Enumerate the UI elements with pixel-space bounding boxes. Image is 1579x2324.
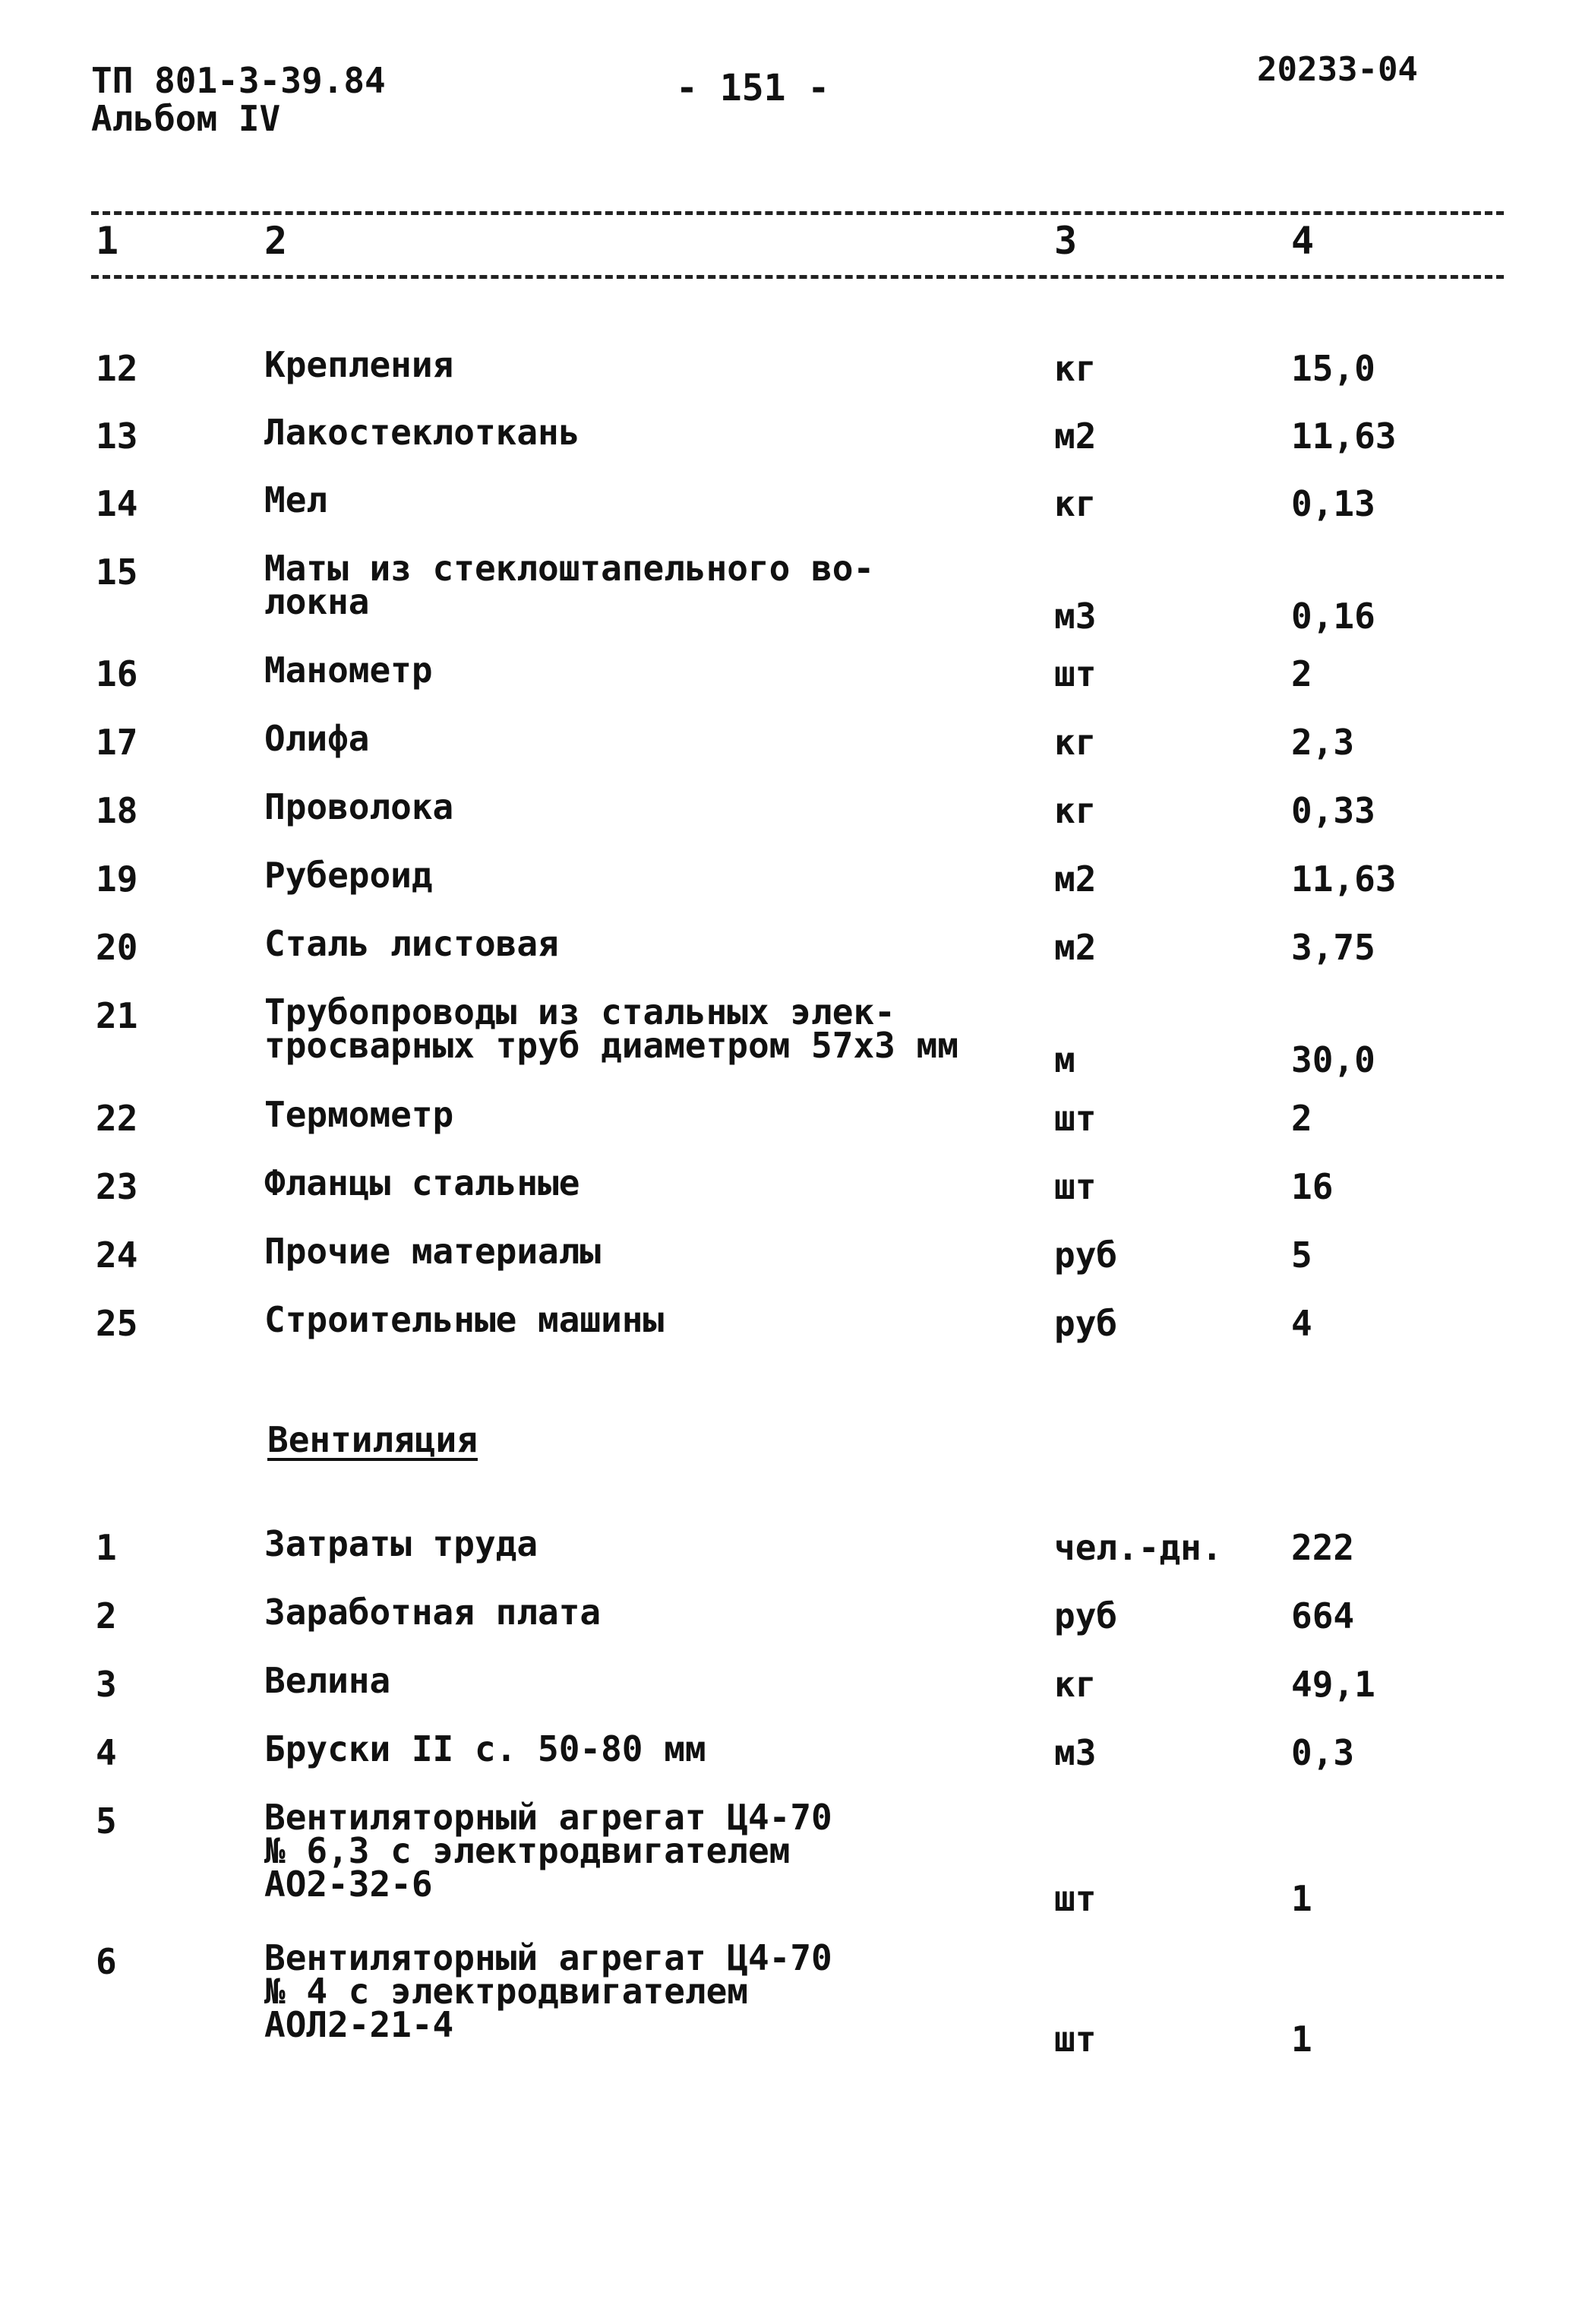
row-quantity: 222 [1291, 1527, 1355, 1568]
row-unit: м2 [1054, 858, 1097, 900]
row-name: Термометр [264, 1094, 454, 1135]
row-name: Вентиляторный агрегат Ц4-70 № 4 с электродвигателем АОЛ2-21-4 [264, 1937, 832, 2045]
row-name: Фланцы стальные [264, 1162, 580, 1203]
row-unit: руб [1054, 1595, 1118, 1636]
column-header-2: 2 [264, 219, 288, 263]
row-quantity: 4 [1291, 1303, 1312, 1344]
row-quantity: 1 [1291, 2019, 1312, 2060]
row-unit: м3 [1054, 1732, 1097, 1773]
row-unit: кг [1054, 1664, 1097, 1705]
row-unit: шт [1054, 1878, 1097, 1919]
row-number: 20 [96, 927, 138, 968]
row-name: Прочие материалы [264, 1231, 602, 1272]
row-quantity: 664 [1291, 1595, 1355, 1636]
row-unit: руб [1054, 1303, 1118, 1344]
row-number: 21 [96, 995, 138, 1036]
row-number: 5 [96, 1801, 117, 1842]
row-quantity: 16 [1291, 1166, 1334, 1207]
row-name: Затраты труда [264, 1523, 538, 1564]
row-unit: кг [1054, 722, 1097, 763]
table-header-rule [91, 275, 1504, 279]
row-name: Рубероид [264, 855, 433, 896]
row-unit: шт [1054, 1166, 1097, 1207]
row-quantity: 11,63 [1291, 416, 1397, 457]
row-quantity: 5 [1291, 1235, 1312, 1276]
row-quantity: 0,33 [1291, 790, 1375, 831]
row-number: 15 [96, 552, 138, 593]
row-name: Лакостеклоткань [264, 412, 580, 453]
row-quantity: 0,13 [1291, 483, 1375, 524]
row-name: Вентиляторный агрегат Ц4-70 № 6,3 с электродвигателем АО2-32-6 [264, 1797, 832, 1905]
album-label: Альбом IV [91, 98, 281, 139]
page-number: - 151 - [676, 67, 830, 109]
registration-number: 20233-04 [1257, 50, 1418, 89]
row-unit: чел.-дн. [1054, 1527, 1223, 1568]
row-name: Строительные машины [264, 1299, 665, 1340]
row-unit: м2 [1054, 927, 1097, 968]
row-number: 12 [96, 348, 138, 389]
row-quantity: 3,75 [1291, 927, 1375, 968]
row-unit: кг [1054, 348, 1097, 389]
row-unit: кг [1054, 483, 1097, 524]
column-header-4: 4 [1291, 219, 1315, 263]
row-unit: шт [1054, 653, 1097, 694]
row-quantity: 0,16 [1291, 596, 1375, 637]
row-unit: м2 [1054, 416, 1097, 457]
row-number: 14 [96, 483, 138, 524]
row-name: Трубопроводы из стальных элек- тросварных труб диаметром 57х3 мм [264, 991, 958, 1066]
row-name: Заработная плата [264, 1592, 602, 1633]
row-name: Маты из стеклоштапельного во- локна [264, 548, 875, 622]
document-code: ТП 801-3-39.84 [91, 60, 386, 101]
row-unit: м [1054, 1039, 1075, 1080]
row-quantity: 2,3 [1291, 722, 1355, 763]
row-name: Сталь листовая [264, 923, 559, 964]
row-number: 16 [96, 653, 138, 694]
row-number: 19 [96, 858, 138, 900]
row-number: 4 [96, 1732, 117, 1773]
row-quantity: 30,0 [1291, 1039, 1375, 1080]
row-number: 23 [96, 1166, 138, 1207]
row-unit: шт [1054, 2019, 1097, 2060]
column-header-1: 1 [96, 219, 119, 263]
row-number: 17 [96, 722, 138, 763]
row-number: 13 [96, 416, 138, 457]
row-quantity: 1 [1291, 1878, 1312, 1919]
row-unit: руб [1054, 1235, 1118, 1276]
row-number: 18 [96, 790, 138, 831]
row-number: 24 [96, 1235, 138, 1276]
row-number: 25 [96, 1303, 138, 1344]
row-unit: шт [1054, 1098, 1097, 1139]
row-quantity: 11,63 [1291, 858, 1397, 900]
row-quantity: 2 [1291, 1098, 1312, 1139]
row-name: Крепления [264, 344, 454, 385]
row-number: 22 [96, 1098, 138, 1139]
row-name: Олифа [264, 718, 370, 759]
row-number: 2 [96, 1595, 117, 1636]
table-top-rule [91, 211, 1504, 215]
row-name: Велина [264, 1660, 391, 1701]
row-number: 1 [96, 1527, 117, 1568]
row-name: Манометр [264, 650, 433, 691]
row-name: Проволока [264, 786, 454, 827]
row-name: Мел [264, 479, 328, 520]
column-header-3: 3 [1054, 219, 1078, 263]
row-name: Бруски II с. 50-80 мм [264, 1728, 706, 1769]
row-quantity: 2 [1291, 653, 1312, 694]
row-number: 6 [96, 1941, 117, 1982]
row-quantity: 49,1 [1291, 1664, 1375, 1705]
section-title: Вентиляция [267, 1419, 478, 1460]
row-unit: м3 [1054, 596, 1097, 637]
row-unit: кг [1054, 790, 1097, 831]
row-quantity: 0,3 [1291, 1732, 1355, 1773]
row-number: 3 [96, 1664, 117, 1705]
row-quantity: 15,0 [1291, 348, 1375, 389]
